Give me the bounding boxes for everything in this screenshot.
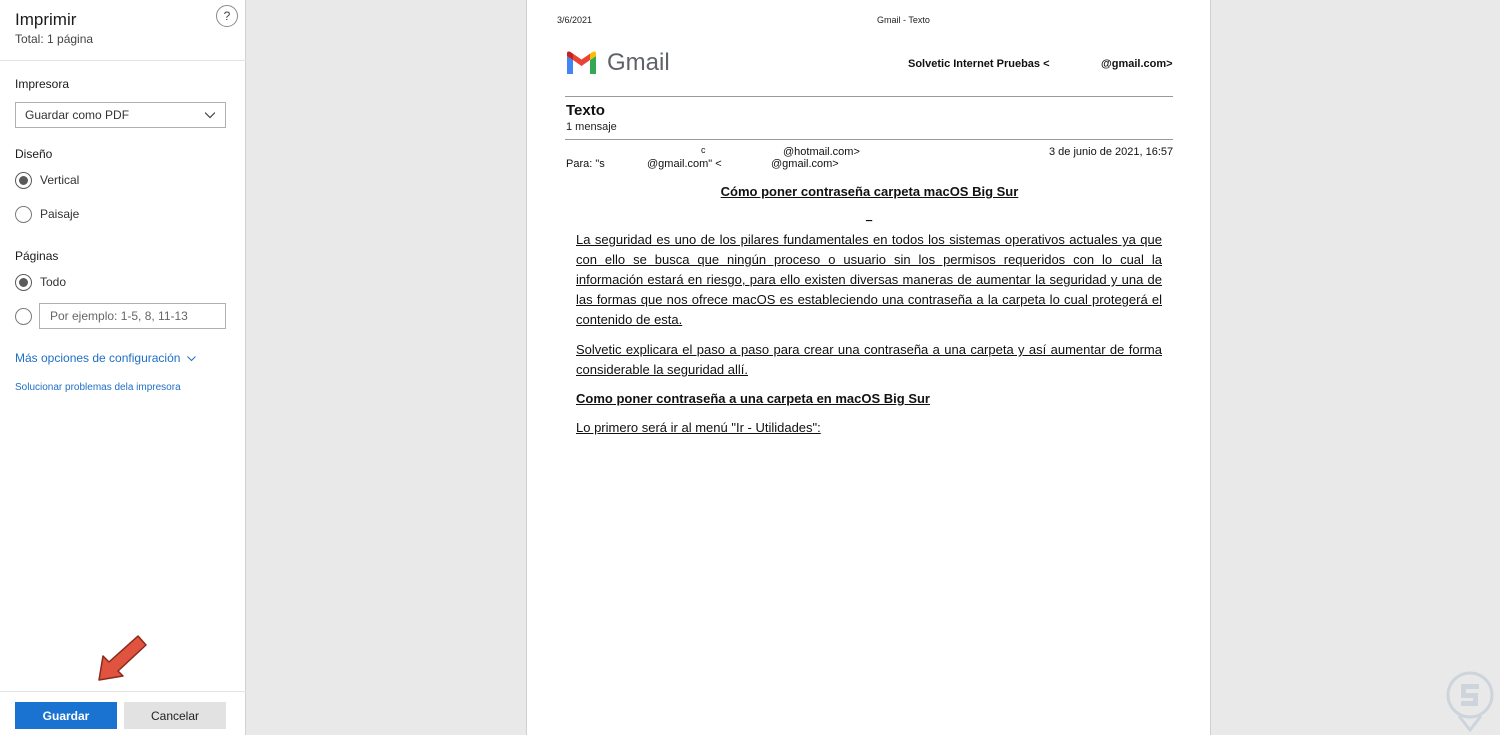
more-options-label: Más opciones de configuración <box>15 351 181 365</box>
sender-email: @gmail.com> <box>1101 58 1173 70</box>
chevron-down-icon <box>187 355 196 362</box>
radio-all-pages[interactable] <box>15 274 32 291</box>
page-range-input[interactable] <box>39 303 226 329</box>
arrow-pointer-icon <box>93 632 153 684</box>
printer-select[interactable] <box>15 102 226 128</box>
gmail-logo-icon <box>565 50 598 75</box>
pages-all-label: Todo <box>40 275 67 289</box>
sender-name: Solvetic Internet Pruebas < <box>908 58 1050 70</box>
watermark-logo <box>1445 670 1495 732</box>
cancel-button[interactable]: Cancelar <box>124 702 226 729</box>
recipient-prefix: Para: "s <box>566 158 605 170</box>
printer-selected-value: Guardar como PDF <box>25 108 130 122</box>
layout-option-label: Paisaje <box>40 207 80 221</box>
print-preview-page <box>526 0 1211 735</box>
pages-label: Páginas <box>15 249 59 263</box>
print-panel <box>0 0 246 735</box>
recipient-name-email: @gmail.com" < <box>647 158 722 170</box>
message-date: 3 de junio de 2021, 16:57 <box>1049 146 1174 158</box>
layout-option-vertical[interactable] <box>15 171 79 189</box>
divider <box>0 60 246 61</box>
gmail-wordmark: Gmail <box>607 49 670 76</box>
save-button[interactable]: Guardar <box>15 702 117 729</box>
document-title: Cómo poner contraseña carpeta macOS Big Sur <box>720 184 1019 199</box>
radio-landscape[interactable] <box>15 206 32 223</box>
layout-label: Diseño <box>15 147 53 161</box>
header-title: Gmail - Texto <box>877 15 930 25</box>
pages-option-all[interactable] <box>15 273 66 291</box>
from-fragment: c <box>701 145 706 155</box>
header-date: 3/6/2021 <box>557 15 593 25</box>
layout-option-label: Vertical <box>40 173 80 187</box>
email-subject: Texto <box>566 102 605 119</box>
body-paragraph: La seguridad es uno de los pilares fundamentales en todos los sistemas operativos actuales ya que con ello se busca que ningún proceso o usuario sin los permisos requeridos con lo cual la información estará en riesgo, para ello existen diversas maneras de aumentar la seguridad y una de las formas que nos ofrece macOS es estableciendo una contraseña a la carpeta lo cual protegerá el contenido de esta. <box>576 232 1162 327</box>
radio-page-range[interactable] <box>15 308 32 325</box>
more-options-link[interactable] <box>15 351 196 365</box>
message-count: 1 mensaje <box>566 121 617 133</box>
section-heading: Como poner contraseña a una carpeta en macOS Big Sur <box>576 391 930 406</box>
radio-vertical[interactable] <box>15 172 32 189</box>
step-text: Lo primero será ir al menú "Ir - Utilidades": <box>576 420 821 435</box>
layout-option-landscape[interactable] <box>15 205 79 223</box>
pages-option-range[interactable] <box>15 307 32 325</box>
body-paragraph: Solvetic explicara el paso a paso para crear una contraseña a una carpeta y así aumentar de forma considerable la seguridad allí. <box>576 342 1162 377</box>
recipient-email: @gmail.com> <box>771 158 839 170</box>
chevron-down-icon <box>205 110 215 120</box>
from-email: @hotmail.com> <box>783 146 860 158</box>
help-icon[interactable]: ? <box>216 5 238 27</box>
troubleshoot-link[interactable]: Solucionar problemas dela impresora <box>15 382 181 393</box>
divider <box>0 691 246 692</box>
separator-mark: _ <box>866 210 873 222</box>
page-total: Total: 1 página <box>15 32 94 46</box>
divider <box>565 96 1173 97</box>
printer-label: Impresora <box>15 77 70 91</box>
divider <box>565 139 1173 140</box>
panel-title: Imprimir <box>15 10 77 29</box>
